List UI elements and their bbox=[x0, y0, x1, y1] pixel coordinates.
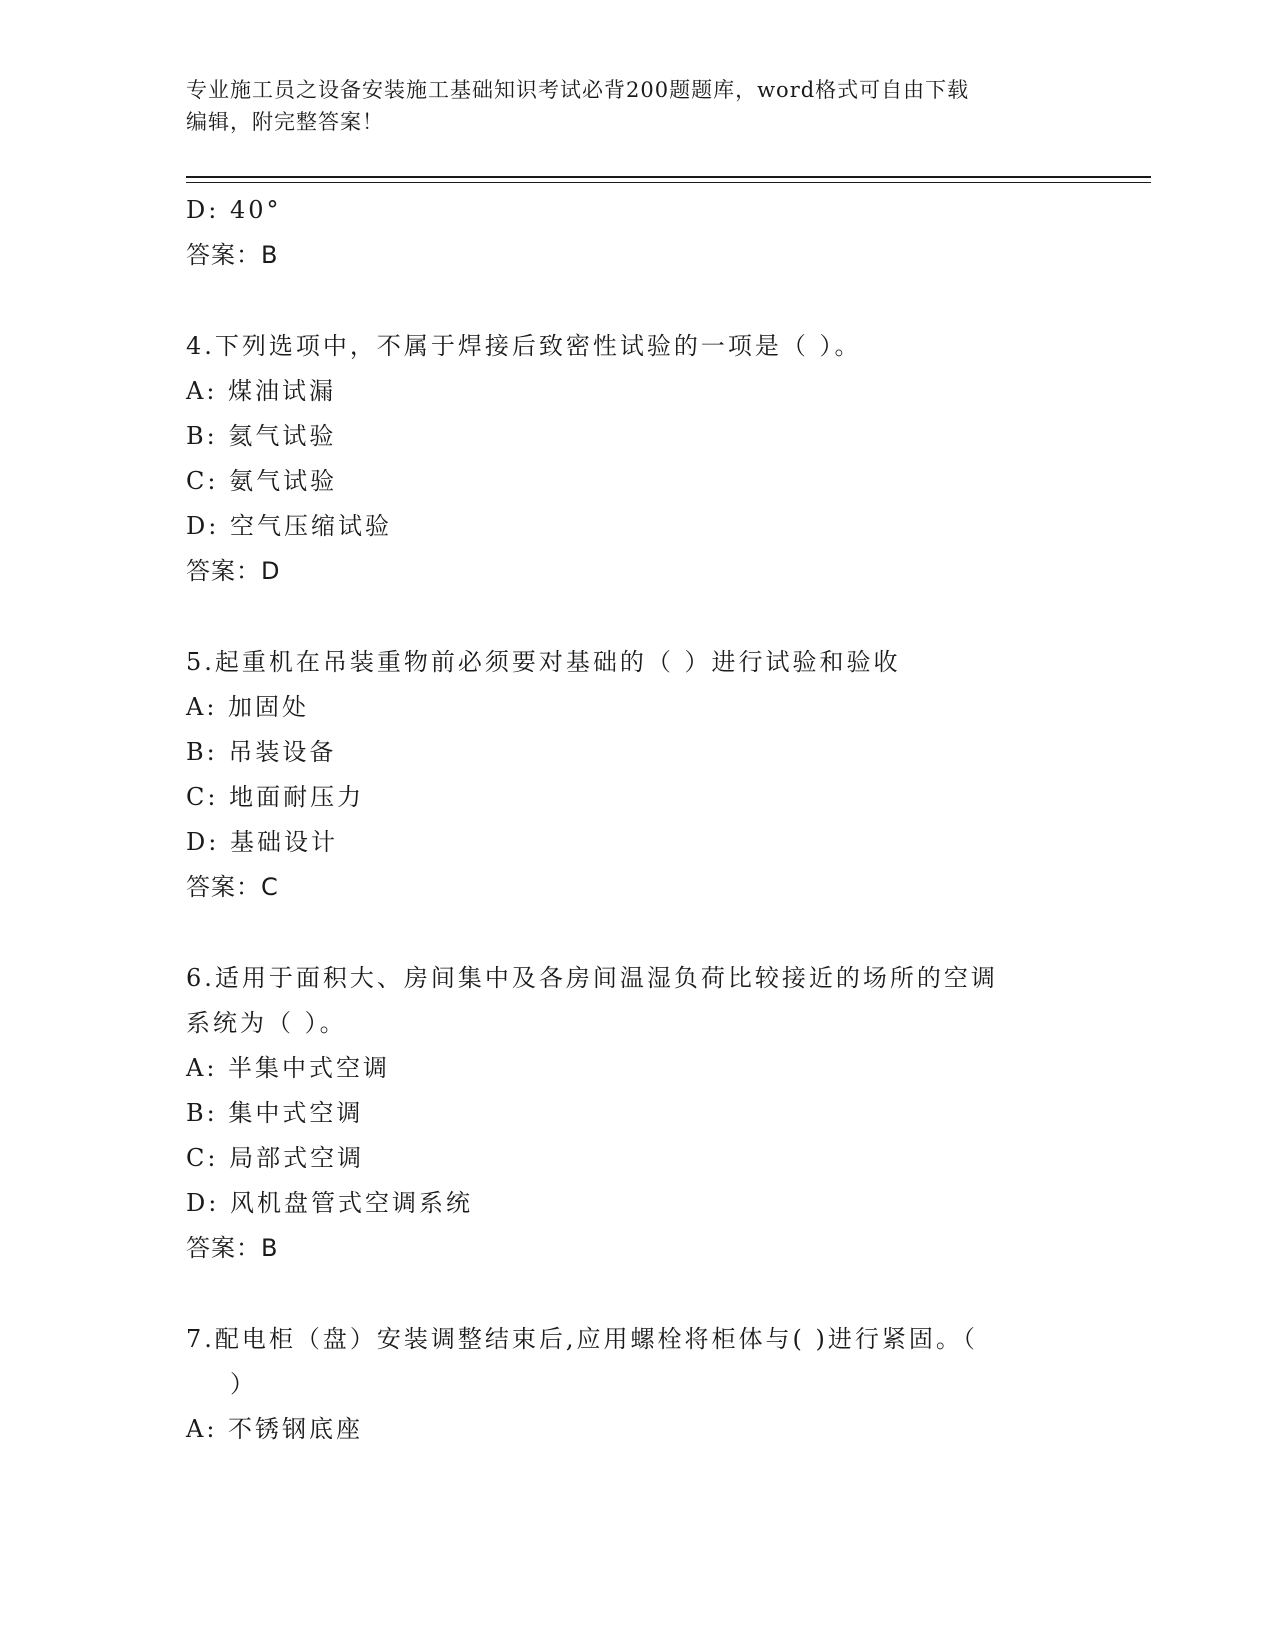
answer-line: 答案：C bbox=[186, 873, 279, 901]
header-title-line1: 专业施工员之设备安装施工基础知识考试必背200题题库，word格式可自由下载 bbox=[186, 78, 970, 102]
question-stem-line2: 系统为（ ）。 bbox=[186, 1009, 347, 1037]
question-4 bbox=[186, 324, 1126, 594]
option-d: D: 风机盘管式空调系统 bbox=[186, 1189, 473, 1217]
answer-line: 答案：B bbox=[186, 1234, 279, 1262]
header-title-line2: 编辑，附完整答案！ bbox=[186, 110, 384, 134]
question-stem-line1: 6.适用于面积大、房间集中及各房间温湿负荷比较接近的场所的空调 bbox=[186, 964, 998, 992]
question-5 bbox=[186, 640, 1126, 910]
question-6 bbox=[186, 956, 1126, 1271]
header-rule-thin bbox=[186, 182, 1151, 183]
option-a: A: 半集中式空调 bbox=[186, 1054, 391, 1082]
question-stem: 5.起重机在吊装重物前必须要对基础的（ ）进行试验和验收 bbox=[186, 648, 901, 676]
question-stem-line2: ） bbox=[230, 1370, 257, 1398]
option-d: D: 空气压缩试验 bbox=[186, 512, 392, 540]
option-c: C: 地面耐压力 bbox=[186, 783, 365, 811]
option-d: D: 40° bbox=[186, 196, 282, 224]
option-c: C: 局部式空调 bbox=[186, 1144, 365, 1172]
answer-line: 答案：B bbox=[186, 241, 279, 269]
option-b: B: 吊装设备 bbox=[186, 738, 337, 766]
question-7 bbox=[186, 1317, 1126, 1452]
header-rule-thick bbox=[186, 176, 1151, 178]
option-a: A: 煤油试漏 bbox=[186, 377, 337, 405]
question-stem: 4.下列选项中，不属于焊接后致密性试验的一项是（ ）。 bbox=[186, 332, 862, 360]
option-c: C: 氨气试验 bbox=[186, 467, 338, 495]
document-header bbox=[186, 74, 1086, 138]
answer-line: 答案：D bbox=[186, 557, 281, 585]
previous-question-tail bbox=[186, 188, 1126, 278]
option-b: B: 氦气试验 bbox=[186, 422, 337, 450]
option-a: A: 加固处 bbox=[186, 693, 310, 721]
option-a: A: 不锈钢底座 bbox=[186, 1415, 364, 1443]
question-list bbox=[186, 188, 1126, 1452]
option-b: B: 集中式空调 bbox=[186, 1099, 364, 1127]
option-d: D: 基础设计 bbox=[186, 828, 338, 856]
question-stem-line1: 7.配电柜（盘）安装调整结束后,应用螺栓将柜体与( )进行紧固。（ bbox=[186, 1325, 978, 1353]
